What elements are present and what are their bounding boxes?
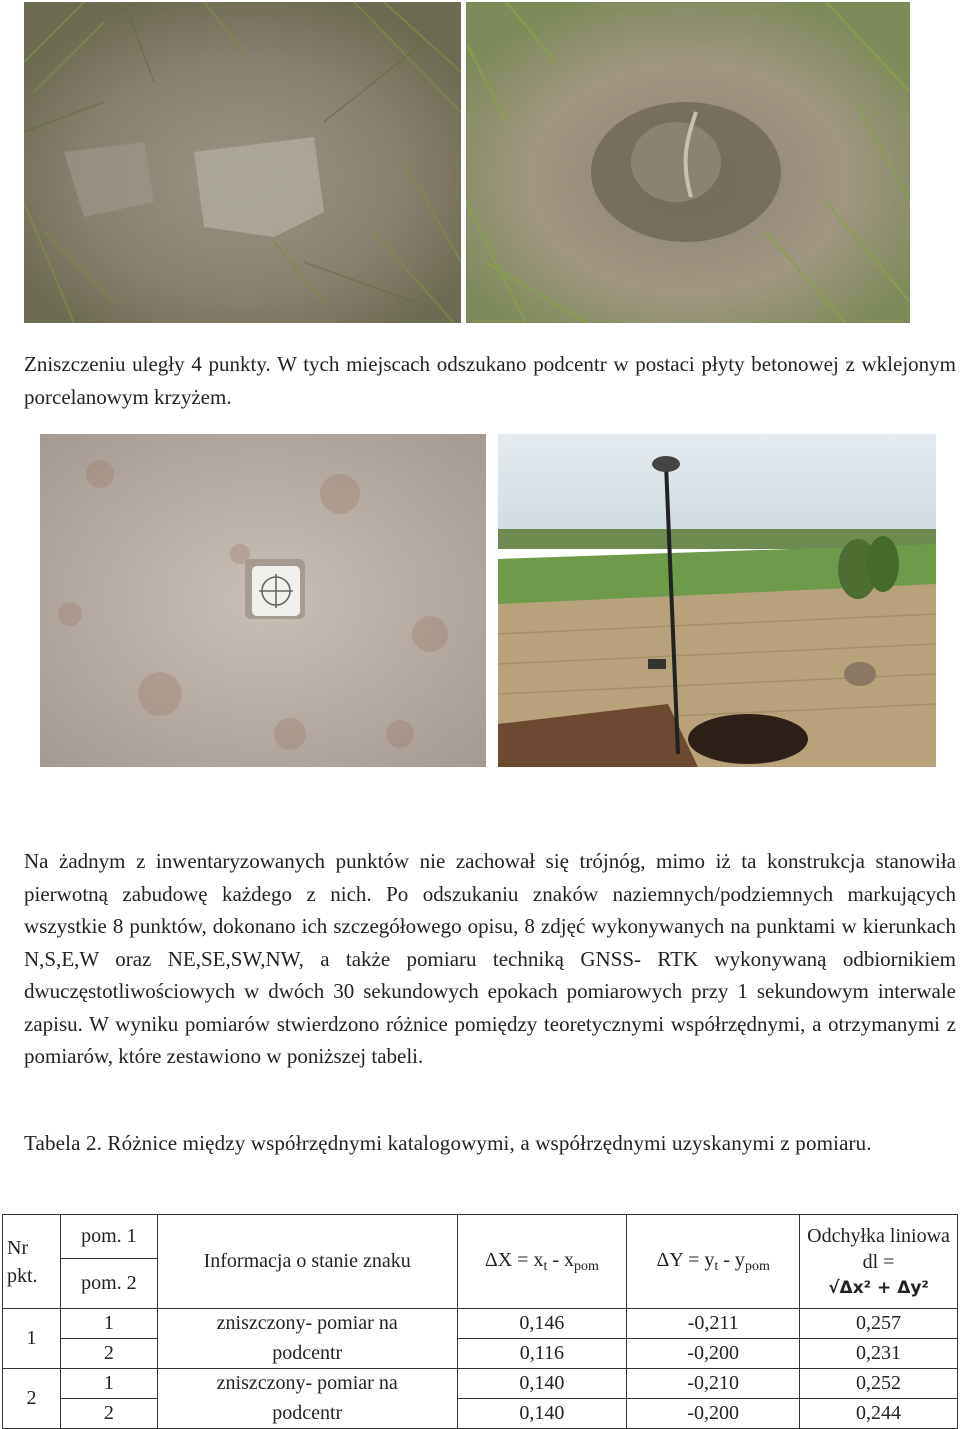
cell-pom: 2: [60, 1339, 157, 1369]
cell-info: podcentr: [157, 1399, 457, 1429]
header-dx: [457, 1215, 627, 1309]
table-row: [3, 1369, 958, 1399]
header-dx-main: ΔX = x: [484, 1248, 544, 1271]
table-caption: Tabela 2. Różnice między współrzędnymi katalogowymi, a współrzędnymi uzyskanymi z pomiaru.: [24, 1131, 872, 1155]
cell-dl: 0,257: [800, 1309, 958, 1339]
cell-dx: 0,140: [457, 1369, 627, 1399]
photo-destroyed-point-right: [466, 2, 910, 323]
header-nr: [3, 1215, 61, 1309]
paragraph-measurements: Na żadnym z inwentaryzowanych punktów nie zachował się trójnóg, mimo iż ta konstrukcja stanowiła pierwotną zabudowę każdego z nich. Po odszukaniu znaków naziemnych/podziemnych markujących wszystkie 8 punktów, dokonano ich szczegółowego opisu, 8 zdjęć wykonywanych na punktami w kierunkach N,S,E,W oraz NE,SE,SW,NW, a także pomiaru techniką GNSS- RTK wykonywaną odbiornikiem dwuczęstotliwościowych w dwóch 30 sekundowych epokach pomiarowych przy 1 sekundowym interwale zapisu. W wyniku pomiarów stwierdzono różnice pomiędzy teoretycznymi współrzędnymi, a otrzymanymi z pomiarów, które zestawiono w poniższej tabeli.: [24, 849, 956, 1068]
header-dx-mid: - x: [547, 1248, 575, 1271]
cell-dy: -0,200: [627, 1339, 800, 1369]
cell-dx: 0,116: [457, 1339, 627, 1369]
cell-info: podcentr: [157, 1339, 457, 1369]
cell-pom: 1: [60, 1369, 157, 1399]
table-row: [3, 1399, 958, 1429]
table-header-row-1: [3, 1215, 958, 1259]
cell-info: zniszczony- pomiar na: [157, 1369, 457, 1399]
header-dx-sub2: pom: [574, 1258, 599, 1274]
photo-destroyed-point-left: [24, 2, 461, 323]
cell-info: zniszczony- pomiar na: [157, 1309, 457, 1339]
cell-pom: 2: [60, 1399, 157, 1429]
header-dy-mid: - y: [718, 1248, 745, 1271]
photo-gnss-receiver-field: [498, 434, 936, 767]
header-dy-sub1: t: [714, 1258, 719, 1274]
header-pom2: pom. 2: [60, 1259, 157, 1309]
header-nr-label: Nr pkt.: [7, 1236, 38, 1287]
cell-dy: -0,200: [627, 1399, 800, 1429]
table-row: [3, 1339, 958, 1369]
cell-pom: 1: [60, 1309, 157, 1339]
header-dy: [627, 1215, 800, 1309]
coordinate-differences-table: [2, 1214, 958, 1429]
cell-dy: -0,211: [627, 1309, 800, 1339]
header-dl-formula: √Δx² + Δy²: [828, 1277, 929, 1298]
cell-dl: 0,252: [800, 1369, 958, 1399]
photo-porcelain-cross: [40, 434, 486, 767]
cell-dx: 0,140: [457, 1399, 627, 1429]
table-row: [3, 1309, 958, 1339]
cell-nr: 1: [3, 1309, 61, 1369]
cell-dl: 0,231: [800, 1339, 958, 1369]
header-info: Informacja o stanie znaku: [157, 1215, 457, 1309]
header-dy-main: ΔY = y: [656, 1248, 715, 1271]
header-dx-sub1: t: [543, 1258, 548, 1274]
cell-dy: -0,210: [627, 1369, 800, 1399]
header-dl-label: Odchyłka liniowa dl =: [807, 1224, 950, 1273]
cell-dx: 0,146: [457, 1309, 627, 1339]
cell-nr: 2: [3, 1369, 61, 1429]
cell-dl: 0,244: [800, 1399, 958, 1429]
header-dl: [800, 1215, 958, 1309]
header-pom1: pom. 1: [60, 1215, 157, 1259]
paragraph-destroyed-points: Zniszczeniu uległy 4 punkty. W tych miejscach odszukano podcentr w postaci płyty betonowej z wklejonym porcelanowym krzyżem.: [24, 352, 956, 409]
header-dy-sub2: pom: [744, 1258, 770, 1274]
